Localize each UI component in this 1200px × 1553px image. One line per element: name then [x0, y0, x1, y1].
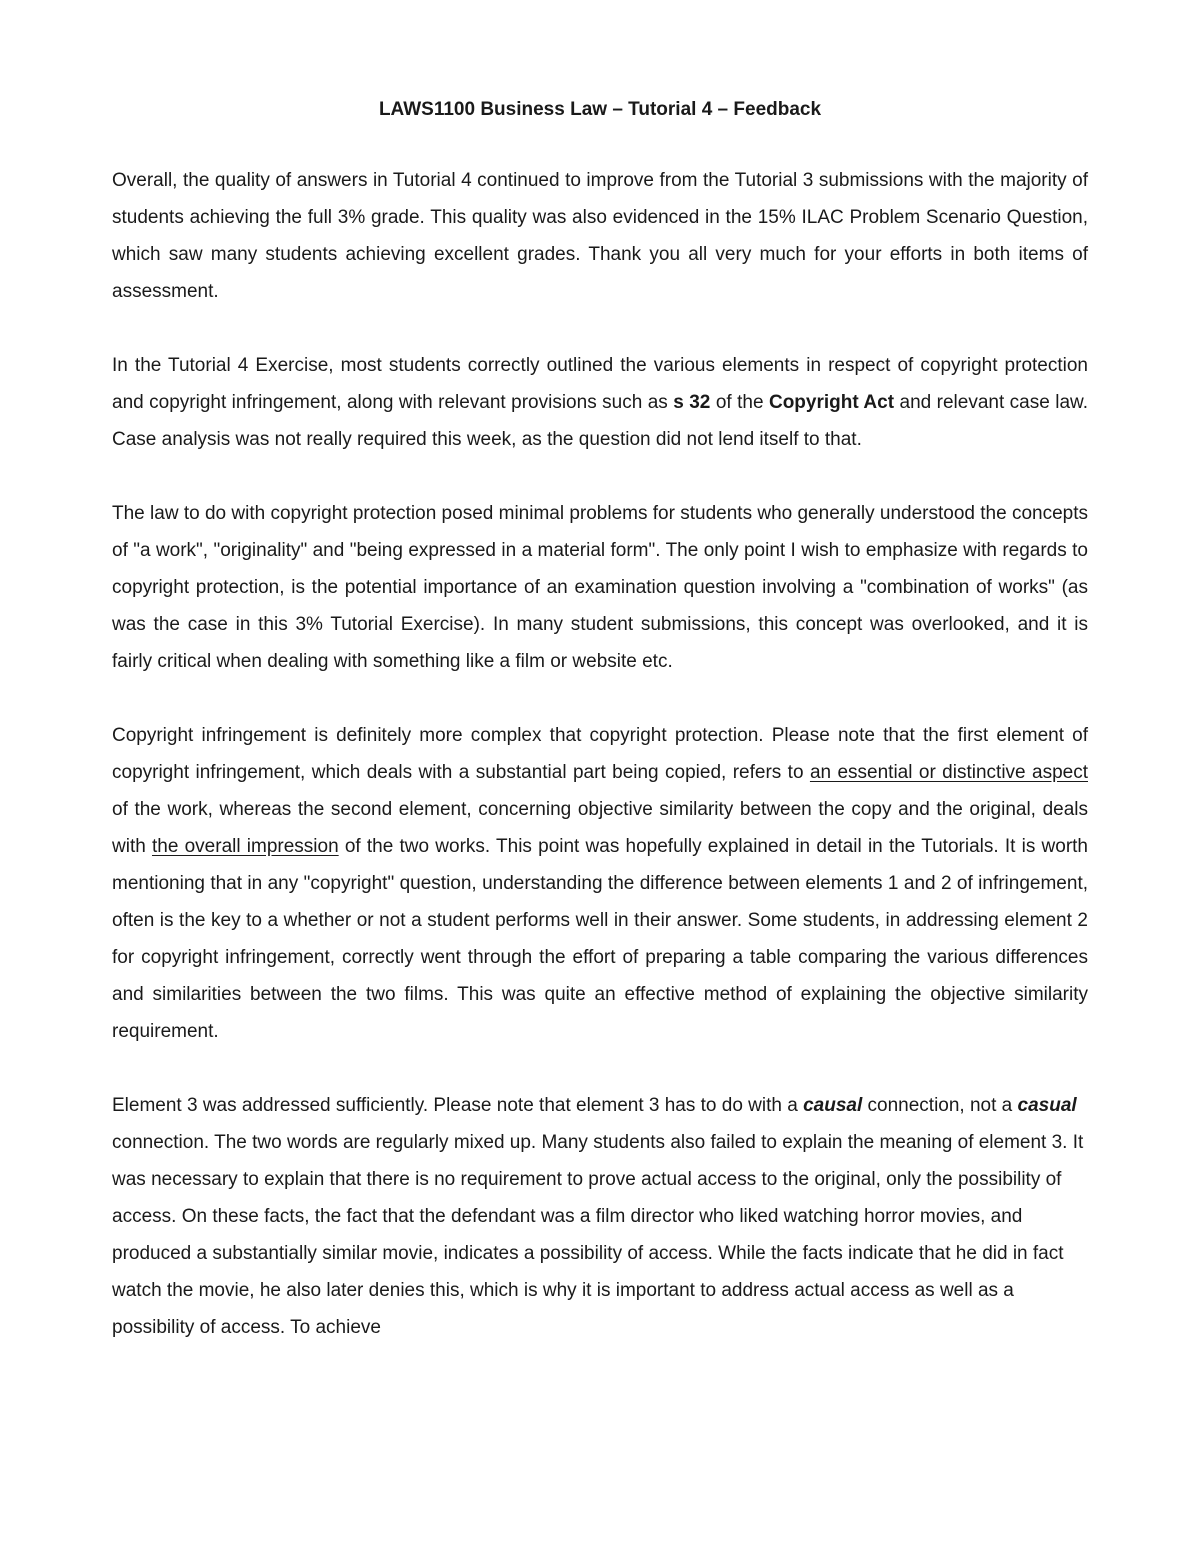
paragraph-text: of the two works. This point was hopefully explained in detail in the Tutorials. It is worth mentioning that in any "copyright" question, understanding the difference between elements 1 and 2 of infringement, often is the key to a whether or not a student performs well in their answer. Some students, in addressing element 2 for copyright infringement, correctly went through the effort of preparing a table comparing the various differences and similarities between the two films. This was quite an effective method of explaining the objective similarity requirement. — [112, 836, 1088, 1042]
paragraph-copyright-infringement — [112, 717, 1088, 1050]
paragraph-text: Copyright infringement is definitely more complex that copyright protection. Please note that the first element of copyright infringement, which deals with a substantial part being copied, refers to — [112, 725, 1088, 783]
paragraph-text: In the Tutorial 4 Exercise, most students correctly outlined the various elements in respect of copyright protection and copyright infringement, along with relevant provisions such as — [112, 355, 1088, 413]
paragraph-text: connection, not a — [862, 1095, 1018, 1116]
bold-section-ref: s 32 — [673, 392, 711, 413]
paragraph-overall — [112, 162, 1088, 310]
paragraph-text: Element 3 was addressed sufficiently. Please note that element 3 has to do with a — [112, 1095, 804, 1116]
underlined-phrase-overall-impression: the overall impression — [152, 836, 339, 857]
paragraph-text: connection. The two words are regularly mixed up. Many students also failed to explain the meaning of element 3. It was necessary to explain that there is no requirement to prove actual access to the original, only the possibility of access. On these facts, the fact that the defendant was a film director who liked watching horror movies, and produced a substantially similar movie, indicates a possibility of access. While the facts indicate that he did in fact watch the movie, he also later denies this, which is why it is important to address actual access as well as a possibility of access. To achieve — [112, 1132, 1084, 1338]
paragraph-text: Overall, the quality of answers in Tutorial 4 continued to improve from the Tutorial 3 submissions with the majority of students achieving the full 3% grade. This quality was also evidenced in the 15% ILAC Problem Scenario Question, which saw many students achieving excellent grades. Thank you all very much for your efforts in both items of assessment. — [112, 170, 1088, 302]
paragraph-element-3 — [112, 1087, 1088, 1346]
bold-italic-word-casual: casual — [1017, 1095, 1077, 1116]
bold-act-name: Copyright Act — [768, 392, 895, 413]
underlined-phrase-essential-aspect: an essential or distinctive aspect — [809, 762, 1088, 783]
bold-italic-word-causal: causal — [803, 1095, 863, 1116]
paragraph-text: The law to do with copyright protection posed minimal problems for students who generally understood the concepts of "a work", "originality" and "being expressed in a material form". The only point I wish to emphasize with regards to copyright protection, is the potential importance of an examination question involving a "combination of works" (as was the case in this 3% Tutorial Exercise). In many student submissions, this concept was overlooked, and it is fairly critical when dealing with something like a film or website etc. — [112, 503, 1088, 672]
paragraph-text: of the work, whereas the second element, concerning objective similarity between the copy and the original, deals with — [112, 799, 1088, 857]
paragraph-copyright-protection — [112, 495, 1088, 680]
paragraph-text: of the — [710, 392, 769, 413]
paragraph-text: and relevant case law. Case analysis was not really required this week, as the question did not lend itself to that. — [112, 392, 1089, 450]
paragraph-tutorial-exercise — [112, 347, 1088, 458]
document-title: LAWS1100 Business Law – Tutorial 4 – Feedback — [378, 99, 822, 120]
